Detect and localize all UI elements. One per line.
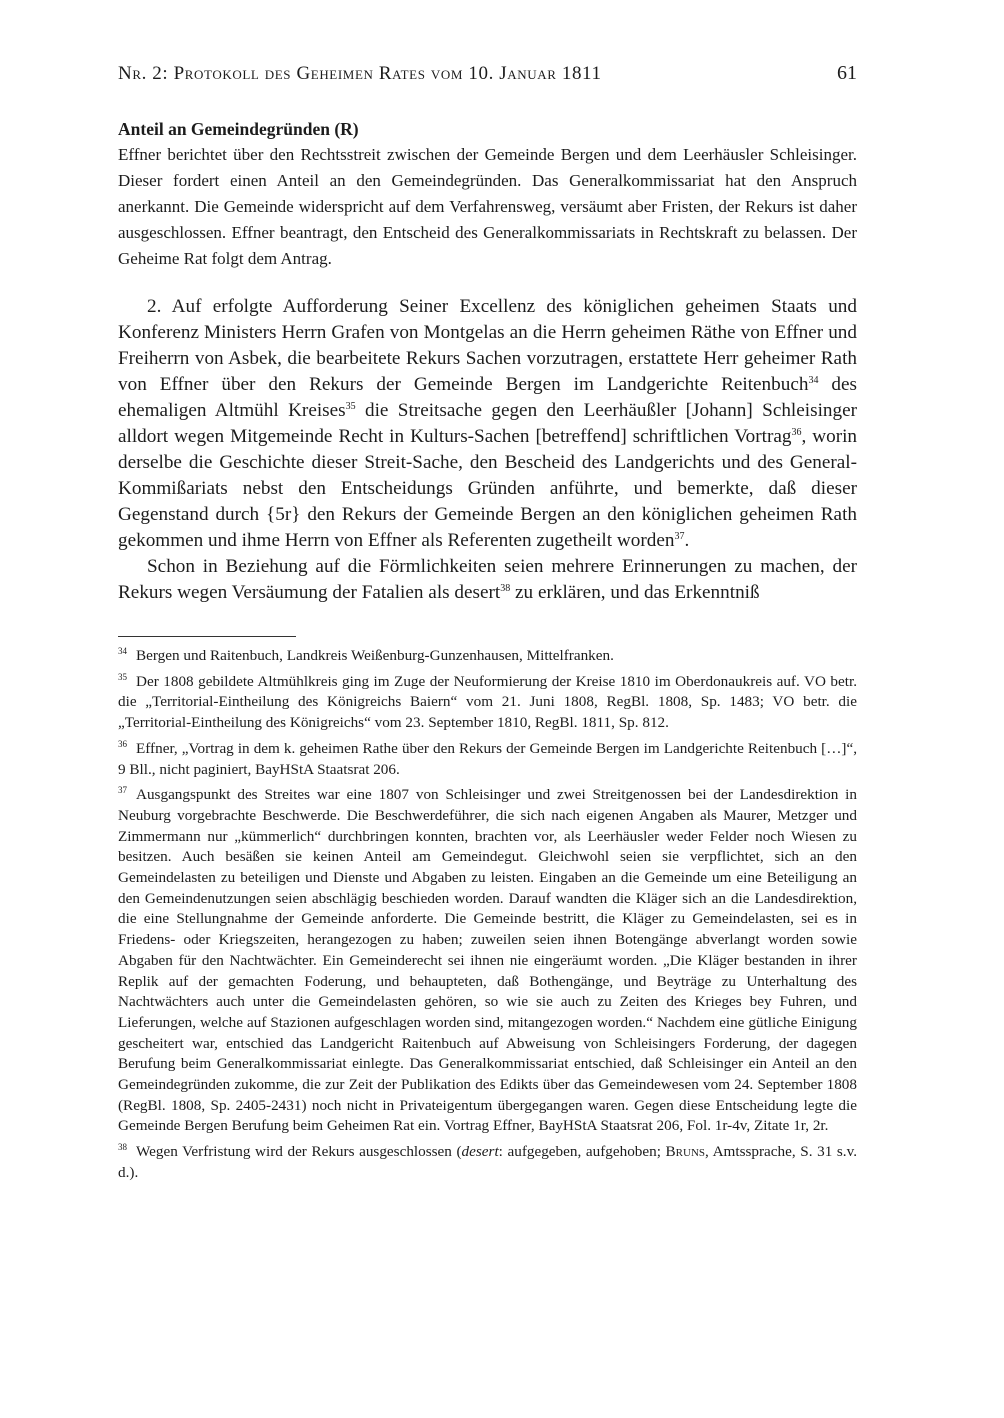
footnote-text: , Amtssprache, S. 31 s.v. d.). — [118, 1143, 858, 1181]
footnotes — [118, 646, 857, 1184]
footnote-35 — [118, 672, 857, 734]
footnote-number: 36 — [118, 738, 127, 749]
footnote-number: 37 — [118, 785, 127, 796]
footnote-text: Wegen Verfristung wird der Rekurs ausgeschlossen ( — [136, 1143, 462, 1161]
footnote-text: Bergen und Raitenbuch, Landkreis Weißenburg-Gunzenhausen, Mittelfranken. — [136, 647, 614, 664]
text-run: die Streitsache gegen den Leerhäußler [Johann] Schleisinger alldort wegen Mitgemeinde Recht in Kulturs-Sachen [betreffend] schriftlichen Vortrag — [118, 400, 857, 447]
text-run: 2. Auf erfolgte Aufforderung Seiner Excellenz des königlichen geheimen Staats und Konferenz Ministers Herrn Grafen von Montgelas an die Herrn geheimen Räthe von Effner und Freiherrn von Asbek, die bearbeitete Rekurs Sachen vorzutragen, erstattete Herr geheimer Rath von Effner über den Rekurs der Gemeinde Bergen im Landgerichte Reitenbuch — [118, 296, 857, 395]
running-title: Nr. 2: Protokoll des Geheimen Rates vom 10. Januar 1811 — [118, 63, 602, 84]
footnote-38 — [118, 1142, 857, 1183]
footnote-author: Bruns — [665, 1143, 706, 1161]
text-run: zu erklären, und das Erkenntniß — [510, 582, 760, 603]
text-run: , worin derselbe die Geschichte dieser Streit-Sache, den Bescheid des Landgerichts und des General-Kommißariats nebst den Entscheidungs Gründen anführte, und bemerkte, daß dieser Gegenstand durch {5r} den Rekurs der Gemeinde Bergen an den königlichen geheimen Rath gekommen und ihme Herrn von Effner als Referenten zugetheilt worden — [118, 426, 858, 551]
main-text — [118, 294, 857, 606]
running-head — [118, 62, 857, 94]
footnote-ref[interactable]: 34 — [808, 375, 819, 386]
footnote-34 — [118, 646, 857, 667]
footnote-rule — [118, 636, 296, 637]
summary-block — [118, 116, 857, 272]
page-number: 61 — [837, 62, 857, 84]
footnote-ref[interactable]: 38 — [500, 583, 511, 594]
footnote-36 — [118, 739, 857, 780]
summary-text: Effner berichtet über den Rechtsstreit zwischen der Gemeinde Bergen und dem Leerhäusler Schleisinger. Dieser fordert einen Anteil an den Gemeindegründen. Das Generalkommissariat hat den Anspruch anerkannt. Die Gemeinde widerspricht auf dem Verfahrensweg, versäumt aber Fristen, der Rekurs ist daher ausgeschlossen. Effner beantragt, den Entscheid des Generalkommissariats in Rechtskraft zu belassen. Der Geheime Rat folgt dem Antrag. — [118, 145, 857, 268]
text-run: Schon in Beziehung auf die Förmlichkeiten seien mehrere Erinnerungen zu machen, der Rekurs wegen Versäumung der Fatalien als desert — [118, 556, 857, 603]
footnote-number: 38 — [118, 1142, 127, 1153]
footnote-number: 34 — [118, 646, 127, 656]
paragraph — [118, 554, 857, 606]
footnote-text: : aufgegeben, aufgehoben; — [498, 1143, 666, 1161]
footnote-term: desert — [461, 1143, 499, 1161]
footnote-text: Ausgangspunkt des Streites war eine 1807 von Schleisinger und zwei Streitgenossen bei der Landesdirektion in Neuburg vorgebrachte Beschwerde. Die Beschwerdeführer, die sich nach eigenen Angaben als Maurer, Metzger und Zimmermann nur „kümmerlich“ durchbringen konnten, brachten vor, als Leerhäusler weder Felder noch Wiesen zu besitzen. Auch besäßen sie keinen Anteil am Gemeindegut. Gleichwohl seien sie verpflichtet, sich an den Gemeindelasten zu beteiligen und Dienste und Abgaben zu leisten. Eingaben an die Gemeinde um eine Beteiligung an den Gemeindenutzungen seien abschlägig beschieden worden. Darauf wandten die Kläger sich an die Landesdirektion, die eine Stellungnahme der Gemeinde anforderte. Die Gemeinde bestritt, die Kläger zu Gemeindelasten, sei es in Friedens- oder Kriegszeiten, herangezogen zu haben; zuweilen seien ihnen Botengänge abverlangt worden sowie Abgaben für den Nachtwächter. Ein Gemeinderecht sei ihnen nie eingeräumt worden. „Die Kläger bestanden in ihrer Replik auf der gemachten Foderung, und behaupteten, daß Bothengänge, und Beyträge zu Unterhaltung des Nachtwächters auch unter die Gemeindelasten gehören, so wie sie auch zu Zeiten des Krieges bey Fuhren, und Lieferungen, welche auf Stazionen aufgeschlagen worden sind, mitangezogen worden.“ Nachdem eine gütliche Einigung gescheitert war, entschied das Landgericht Raitenbuch auf Abweisung von Schleisingers Forderung, der dagegen Berufung beim Generalkommissariat einlegte. Das Generalkommissariat entschied, daß Schleisinger ein Anteil an den Gemeindegründen zukomme, die zur Zeit der Publikation des Edikts über das Gemeindewesen vom 24. September 1808 (RegBl. 1808, Sp. 2405-2431) noch nicht in Privateigentum übergegangen waren. Gegen diese Entscheidung legte die Gemeinde Bergen Berufung beim Geheimen Rat ein. Vortrag Effner, BayHStA Staatsrat 206, Fol. 1r-4v, Zitate 1r, 2r. — [118, 786, 857, 1135]
footnote-number: 35 — [118, 671, 127, 682]
footnote-37 — [118, 785, 857, 1137]
footnote-text: Effner, „Vortrag in dem k. geheimen Rathe über den Rekurs der Gemeinde Bergen im Landgerichte Reitenbuch […]“, 9 Bll., nicht paginiert, BayHStA Staatsrat 206. — [118, 739, 857, 778]
footnote-ref[interactable]: 36 — [791, 427, 802, 438]
paragraph — [118, 294, 857, 554]
footnote-text: Der 1808 gebildete Altmühlkreis ging im Zuge der Neuformierung der Kreise 1810 im Oberdonaukreis auf. VO betr. die „Territorial-Eintheilung des Königreichs Baiern“ vom 21. Juni 1808, RegBl. 1808, Sp. 1483; VO betr. die „Territorial-Eintheilung des Königreichs“ vom 23. September 1810, RegBl. 1811, Sp. 812. — [118, 672, 857, 732]
section-heading: Anteil an Gemeindegründen (R) — [118, 119, 359, 139]
text-run: . — [684, 530, 690, 551]
footnote-ref[interactable]: 37 — [674, 531, 685, 542]
footnote-ref[interactable]: 35 — [345, 401, 356, 412]
text-run: des ehemaligen Altmühl Kreises — [118, 374, 857, 421]
page — [118, 62, 857, 1189]
